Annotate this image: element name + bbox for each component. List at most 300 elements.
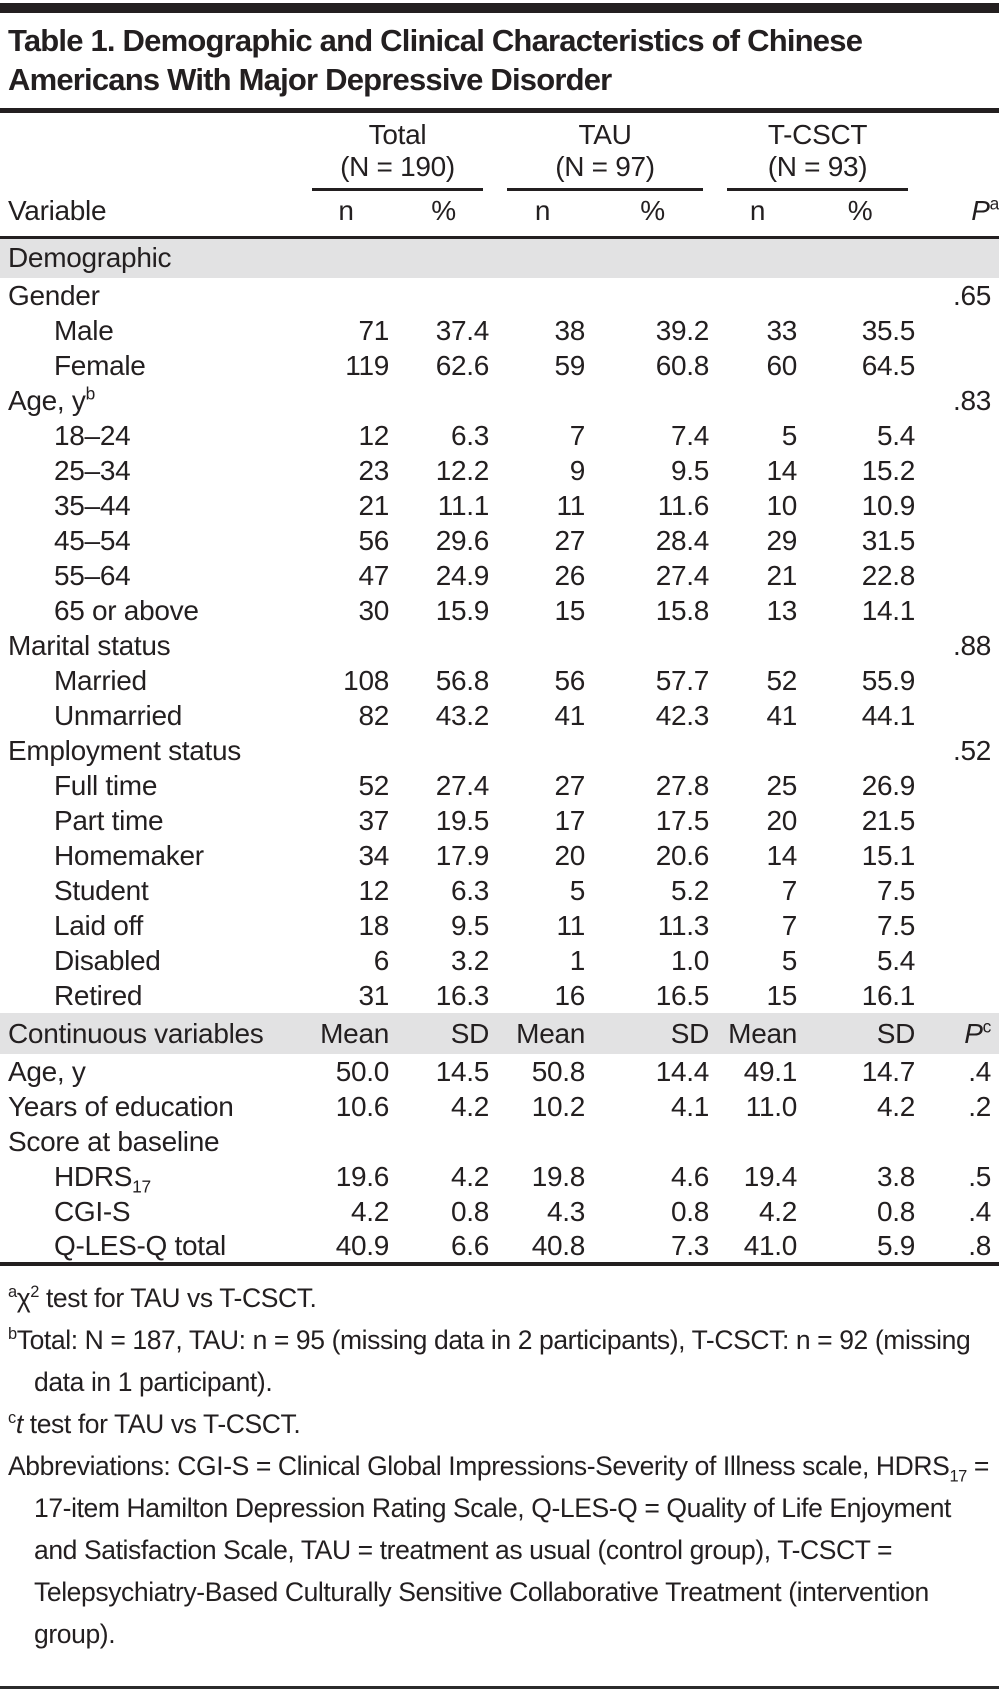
cell-value: 7.4 (670, 419, 710, 451)
cell-value: 62.6 (435, 349, 490, 381)
footnote-a-text: test for TAU vs T-CSCT. (38, 1283, 317, 1313)
p-value (920, 978, 999, 1013)
cell-value: 5.4 (876, 419, 916, 451)
cell-value: 7.5 (876, 874, 916, 906)
cell-value: 11.0 (745, 1090, 798, 1122)
cell-value: 7.3 (590, 1229, 715, 1264)
cell-value: 10.9 (861, 489, 916, 521)
cell-value: 43.2 (435, 699, 490, 731)
cell-value: 41 (766, 699, 798, 731)
cell-value: 14 (766, 839, 798, 871)
stat-header: Mean (300, 1013, 392, 1054)
stat-header: Mean (715, 1013, 800, 1054)
cell-value: 47 (358, 559, 389, 591)
p-value: .8 (920, 1229, 999, 1264)
hdrs-subscript: 17 (949, 1467, 967, 1486)
cell-value: 60 (766, 349, 798, 381)
cell-value: 3.2 (450, 944, 490, 976)
top-black-bar (0, 3, 999, 13)
cell-value: 49.1 (743, 1055, 798, 1087)
p-value (920, 873, 999, 908)
cell-value: 56 (554, 664, 586, 696)
p-value: .88 (952, 629, 992, 661)
table-row (0, 348, 999, 383)
cell-value: 14 (766, 454, 798, 486)
cell-value: 27 (554, 769, 586, 801)
cell-value: 11.3 (657, 909, 710, 941)
stat-header: Mean (495, 1013, 590, 1054)
table-row (0, 873, 999, 908)
table-row (0, 628, 999, 663)
table-row (0, 698, 999, 733)
abbreviations-text: Abbreviations: CGI-S = Clinical Global Impressions-Severity of Illness scale, HDRS (8, 1451, 950, 1481)
table-row (0, 593, 999, 628)
group-header-tau (495, 113, 715, 191)
p-value (920, 488, 999, 523)
cell-value: 0.8 (450, 1195, 490, 1227)
cell-value: 38 (554, 314, 586, 346)
cell-value: 28.4 (655, 524, 710, 556)
cell-value: 56.8 (435, 664, 490, 696)
cell-value: 21 (766, 559, 798, 591)
cell-value: 9.5 (670, 454, 710, 486)
cell-value: 40.9 (300, 1229, 392, 1264)
footnote-c (8, 1403, 993, 1445)
row-label: Female (54, 349, 146, 381)
cell-value: 30 (358, 594, 389, 626)
table-row (0, 313, 999, 348)
label-subscript: 17 (132, 1176, 151, 1197)
cell-value: 15.1 (861, 839, 916, 871)
cell-value: 7 (781, 909, 798, 941)
row-label: Part time (54, 804, 164, 836)
cell-value: 37.4 (435, 314, 490, 346)
cell-value: 41.0 (715, 1229, 800, 1264)
row-label: Male (54, 314, 114, 346)
table-row (0, 1194, 999, 1229)
cell-value: 15.8 (655, 594, 710, 626)
cell-value: 4.1 (670, 1090, 710, 1122)
row-label: CGI-S (54, 1195, 131, 1227)
cell-value (392, 1124, 495, 1159)
p-value (920, 838, 999, 873)
cell-value: 10 (766, 489, 798, 521)
group-header-total (300, 113, 495, 191)
cell-value: 41 (554, 699, 586, 731)
cell-value (590, 1124, 715, 1159)
cell-value: 27.4 (655, 559, 710, 591)
cell-value: 3.8 (876, 1160, 916, 1192)
cell-value: 16.5 (655, 979, 710, 1011)
demographics-table (0, 113, 999, 1267)
cell-value: 0.8 (670, 1195, 710, 1227)
row-label: Unmarried (54, 699, 183, 731)
abbreviations-text: = 17-item Hamilton Depression Rating Scale, Q-LES-Q = Quality of Life Enjoyment and Satisfaction Scale, TAU = treatment as usual (control group), T-CSCT = Telepsychiatry-Based Culturally Sensitive Collaborative Treatment (intervention group). (34, 1451, 989, 1649)
cell-value (495, 383, 590, 418)
cell-value (495, 1124, 590, 1159)
cell-value (800, 278, 920, 313)
cell-value: 16.3 (435, 979, 490, 1011)
p-value: .65 (952, 279, 992, 311)
p-value (920, 803, 999, 838)
table-row (0, 523, 999, 558)
cell-value: 29.6 (435, 524, 490, 556)
section-label: Demographic (0, 237, 999, 278)
footnote-b-marker: b (8, 1325, 17, 1344)
table-title: Table 1. Demographic and Clinical Characteristics of Chinese Americans With Major Depressive Disorder (8, 23, 863, 97)
cell-value: 50.0 (335, 1055, 389, 1087)
p-value (920, 348, 999, 383)
cell-value: 11 (556, 909, 586, 941)
cell-value: 57.7 (655, 664, 710, 696)
n-header: n (300, 191, 392, 238)
table-row (0, 803, 999, 838)
abbreviations (8, 1445, 993, 1655)
cell-value: 15 (766, 979, 798, 1011)
cell-value (715, 1124, 800, 1159)
cell-value: 16.1 (861, 979, 916, 1011)
p-value (920, 313, 999, 348)
table-row (0, 733, 999, 768)
cell-value: 16 (554, 979, 586, 1011)
row-label: Score at baseline (8, 1125, 220, 1157)
p-value (920, 418, 999, 453)
n-header: n (715, 191, 800, 238)
cell-value: 12 (358, 419, 389, 451)
cell-value: 5.9 (800, 1229, 920, 1264)
cell-value: 12.2 (435, 454, 490, 486)
row-label: Age, $y^b$ (8, 383, 95, 416)
table-row (0, 558, 999, 593)
row-label: 35–44 (54, 489, 131, 521)
table-row (0, 978, 999, 1013)
cell-value: 9.5 (450, 909, 490, 941)
cell-value: 11.6 (657, 489, 710, 521)
p-value: .52 (952, 734, 992, 766)
cell-value: 4.2 (450, 1090, 490, 1122)
cell-value: 7.5 (876, 909, 916, 941)
cell-value: 19.6 (335, 1160, 389, 1192)
cell-value: 64.5 (861, 349, 916, 381)
cell-value: 15 (554, 594, 586, 626)
p-value: .2 (968, 1090, 992, 1122)
cell-value: 12 (358, 874, 389, 906)
table-row (0, 1089, 999, 1124)
cell-value (800, 733, 920, 768)
cell-value: 6 (373, 944, 389, 976)
cell-value: 5 (569, 874, 586, 906)
section-band-row (0, 1013, 999, 1054)
p-value (920, 1124, 999, 1159)
table-row (0, 1124, 999, 1159)
cell-value: 26 (554, 559, 586, 591)
chi-symbol: χ (16, 1283, 31, 1313)
cell-value: 31 (358, 979, 389, 1011)
cell-value (300, 628, 392, 663)
p-value (920, 943, 999, 978)
p-value (920, 768, 999, 803)
table-row (0, 943, 999, 978)
cell-value: 27 (554, 524, 586, 556)
p-label: P (964, 1017, 983, 1049)
cell-value: 14.4 (655, 1055, 710, 1087)
cell-value: 19.8 (531, 1160, 586, 1192)
table-row (0, 768, 999, 803)
chi-squared-superscript: 2 (30, 1283, 39, 1302)
cell-value: 11 (556, 489, 586, 521)
t-symbol: t (15, 1409, 23, 1439)
table-body (0, 237, 999, 1264)
cell-value: 35.5 (861, 314, 916, 346)
cell-value: 5 (781, 419, 798, 451)
section-band-row (0, 237, 999, 278)
group-label-tcsct: T-CSCT (767, 118, 868, 150)
stat-header: SD (392, 1013, 495, 1054)
stat-header: SD (590, 1013, 715, 1054)
cell-value: 6.3 (450, 419, 490, 451)
table-row (0, 453, 999, 488)
variable-header-spacer (0, 113, 300, 191)
p-value (920, 698, 999, 733)
p-value: .4 (968, 1195, 992, 1227)
cell-value: 20 (554, 839, 586, 871)
cell-value: 55.9 (861, 664, 916, 696)
cell-value: 21 (358, 489, 389, 521)
table-row (0, 1054, 999, 1089)
cell-value: 17.9 (435, 839, 490, 871)
table-row (0, 908, 999, 943)
row-label: Years of education (8, 1090, 234, 1122)
cell-value: 9 (569, 454, 586, 486)
cell-value: 52 (358, 769, 389, 801)
row-label: Age, y (8, 1055, 86, 1087)
row-label: Student (54, 874, 149, 906)
cell-value: 5.4 (876, 944, 916, 976)
table-row (0, 278, 999, 313)
cell-value: 50.8 (531, 1055, 586, 1087)
cell-value: 7 (781, 874, 798, 906)
row-label: Marital status (8, 629, 171, 661)
cell-value: 27.4 (435, 769, 490, 801)
p-label: P (971, 194, 990, 226)
cell-value (800, 1124, 920, 1159)
footnote-b-text: Total: N = 187, TAU: n = 95 (missing data in 2 participants), T-CSCT: n = 92 (missing data in 1 participant). (16, 1325, 971, 1397)
cell-value: 26.9 (861, 769, 916, 801)
table-row (0, 418, 999, 453)
p-superscript: a (989, 193, 999, 214)
footnote-a (8, 1277, 993, 1319)
cell-value (800, 383, 920, 418)
group-n-tau: (N = 97) (555, 150, 655, 182)
p-value (920, 908, 999, 943)
cell-value (495, 733, 590, 768)
row-label: 45–54 (54, 524, 131, 556)
cell-value (715, 383, 800, 418)
row-label: Laid off (54, 909, 143, 941)
cell-value (392, 383, 495, 418)
cell-value: 4.2 (876, 1090, 916, 1122)
p-value (920, 663, 999, 698)
row-label: $HDRS_{17}$ (54, 1160, 151, 1197)
cell-value (300, 733, 392, 768)
cell-value: 10.2 (531, 1090, 586, 1122)
cell-value: 11.1 (437, 489, 490, 521)
row-label: Q-LES-Q total (0, 1229, 300, 1264)
n-header: n (495, 191, 590, 238)
group-header-tcsct (715, 113, 920, 191)
cell-value: 17.5 (655, 804, 710, 836)
label-superscript: b (85, 383, 95, 404)
cell-value (590, 628, 715, 663)
row-label: Full time (54, 769, 158, 801)
p-superscript: c (982, 1016, 992, 1037)
row-label: Married (54, 664, 147, 696)
cell-value: 37 (358, 804, 389, 836)
cell-value: 14.7 (861, 1055, 916, 1087)
cell-value: 4.3 (546, 1195, 586, 1227)
cell-value: 5.2 (670, 874, 710, 906)
cell-value: 20.6 (655, 839, 710, 871)
cell-value: 13 (766, 594, 798, 626)
row-label: 25–34 (54, 454, 131, 486)
cell-value: 1 (569, 944, 586, 976)
cell-value (392, 278, 495, 313)
cell-value: 59 (554, 349, 586, 381)
cell-value: 40.8 (495, 1229, 590, 1264)
row-label: Homemaker (54, 839, 204, 871)
cell-value: 6.6 (392, 1229, 495, 1264)
p-value: .4 (968, 1055, 992, 1087)
cell-value: 18 (358, 909, 389, 941)
cell-value: 19.4 (743, 1160, 798, 1192)
footnote-c-marker: c (8, 1409, 16, 1428)
row-label: Continuous variables (0, 1013, 300, 1054)
table-header (0, 113, 999, 238)
row-label: Gender (8, 279, 100, 311)
cell-value: 17 (554, 804, 586, 836)
variable-header: Variable (0, 191, 300, 238)
cell-value: 4.2 (350, 1195, 389, 1227)
cell-value: 15.2 (861, 454, 916, 486)
cell-value: 25 (766, 769, 798, 801)
p-value (920, 453, 999, 488)
column-header-row (0, 191, 999, 238)
cell-value: 4.6 (670, 1160, 710, 1192)
cell-value (800, 628, 920, 663)
row-label: 55–64 (54, 559, 131, 591)
row-label: 65 or above (54, 594, 199, 626)
cell-value: 10.6 (335, 1090, 389, 1122)
cell-value: 42.3 (655, 699, 710, 731)
cell-value (392, 628, 495, 663)
table-row (0, 1229, 999, 1264)
cell-value: 108 (343, 664, 389, 696)
row-label: 18–24 (54, 419, 131, 451)
cell-value: 56 (358, 524, 389, 556)
cell-value: 1.0 (670, 944, 710, 976)
p-value: .5 (968, 1160, 992, 1192)
cell-value: 4.2 (758, 1195, 798, 1227)
percent-header: % (590, 191, 715, 238)
cell-value (495, 278, 590, 313)
cell-value: 34 (358, 839, 389, 871)
stat-header: SD (800, 1013, 920, 1054)
cell-value: 7 (569, 419, 586, 451)
cell-value: 14.5 (435, 1055, 490, 1087)
bottom-rule (0, 1686, 999, 1689)
percent-header: % (800, 191, 920, 238)
group-label-tau: TAU (578, 118, 632, 150)
cell-value: 15.9 (435, 594, 490, 626)
cell-value: 29 (766, 524, 798, 556)
cell-value: 60.8 (655, 349, 710, 381)
cell-value (392, 733, 495, 768)
cell-value: 33 (766, 314, 798, 346)
table-row (0, 1159, 999, 1194)
table-row (0, 383, 999, 418)
table-row (0, 838, 999, 873)
table-row (0, 488, 999, 523)
group-n-tcsct: (N = 93) (767, 150, 868, 182)
cell-value (300, 278, 392, 313)
cell-value: 39.2 (655, 314, 710, 346)
cell-value: 6.3 (450, 874, 490, 906)
cell-value (590, 383, 715, 418)
p-header-spacer (920, 113, 999, 191)
cell-value: 27.8 (655, 769, 710, 801)
cell-value: 19.5 (435, 804, 490, 836)
cell-value (495, 628, 590, 663)
cell-value (300, 383, 392, 418)
cell-value (590, 278, 715, 313)
footnote-b (8, 1319, 993, 1403)
cell-value: 21.5 (861, 804, 916, 836)
group-label-total: Total (368, 118, 427, 150)
cell-value: 24.9 (435, 559, 490, 591)
table-row (0, 663, 999, 698)
p-value (920, 558, 999, 593)
cell-value: 119 (345, 349, 389, 381)
cell-value (715, 733, 800, 768)
group-header-row (0, 113, 999, 191)
cell-value: 20 (766, 804, 798, 836)
p-header (920, 1013, 999, 1054)
cell-value: 14.1 (861, 594, 916, 626)
footnote-a-marker: a (8, 1283, 17, 1302)
group-n-total: (N = 190) (340, 150, 455, 182)
cell-value: 4.2 (450, 1160, 490, 1192)
cell-value (715, 278, 800, 313)
footnote-c-text: test for TAU vs T-CSCT. (22, 1409, 301, 1439)
cell-value: 5 (781, 944, 798, 976)
footnotes (0, 1266, 999, 1655)
cell-value (300, 1124, 392, 1159)
cell-value: 22.8 (861, 559, 916, 591)
row-label: Disabled (54, 944, 161, 976)
cell-value: 52 (766, 664, 798, 696)
cell-value (715, 628, 800, 663)
p-value (920, 593, 999, 628)
p-value: .83 (952, 384, 992, 416)
cell-value: 31.5 (861, 524, 916, 556)
cell-value: 82 (358, 699, 389, 731)
p-value (920, 523, 999, 558)
p-header (920, 191, 999, 238)
cell-value (590, 733, 715, 768)
cell-value: 71 (358, 314, 389, 346)
cell-value: 0.8 (876, 1195, 916, 1227)
cell-value: 23 (358, 454, 389, 486)
